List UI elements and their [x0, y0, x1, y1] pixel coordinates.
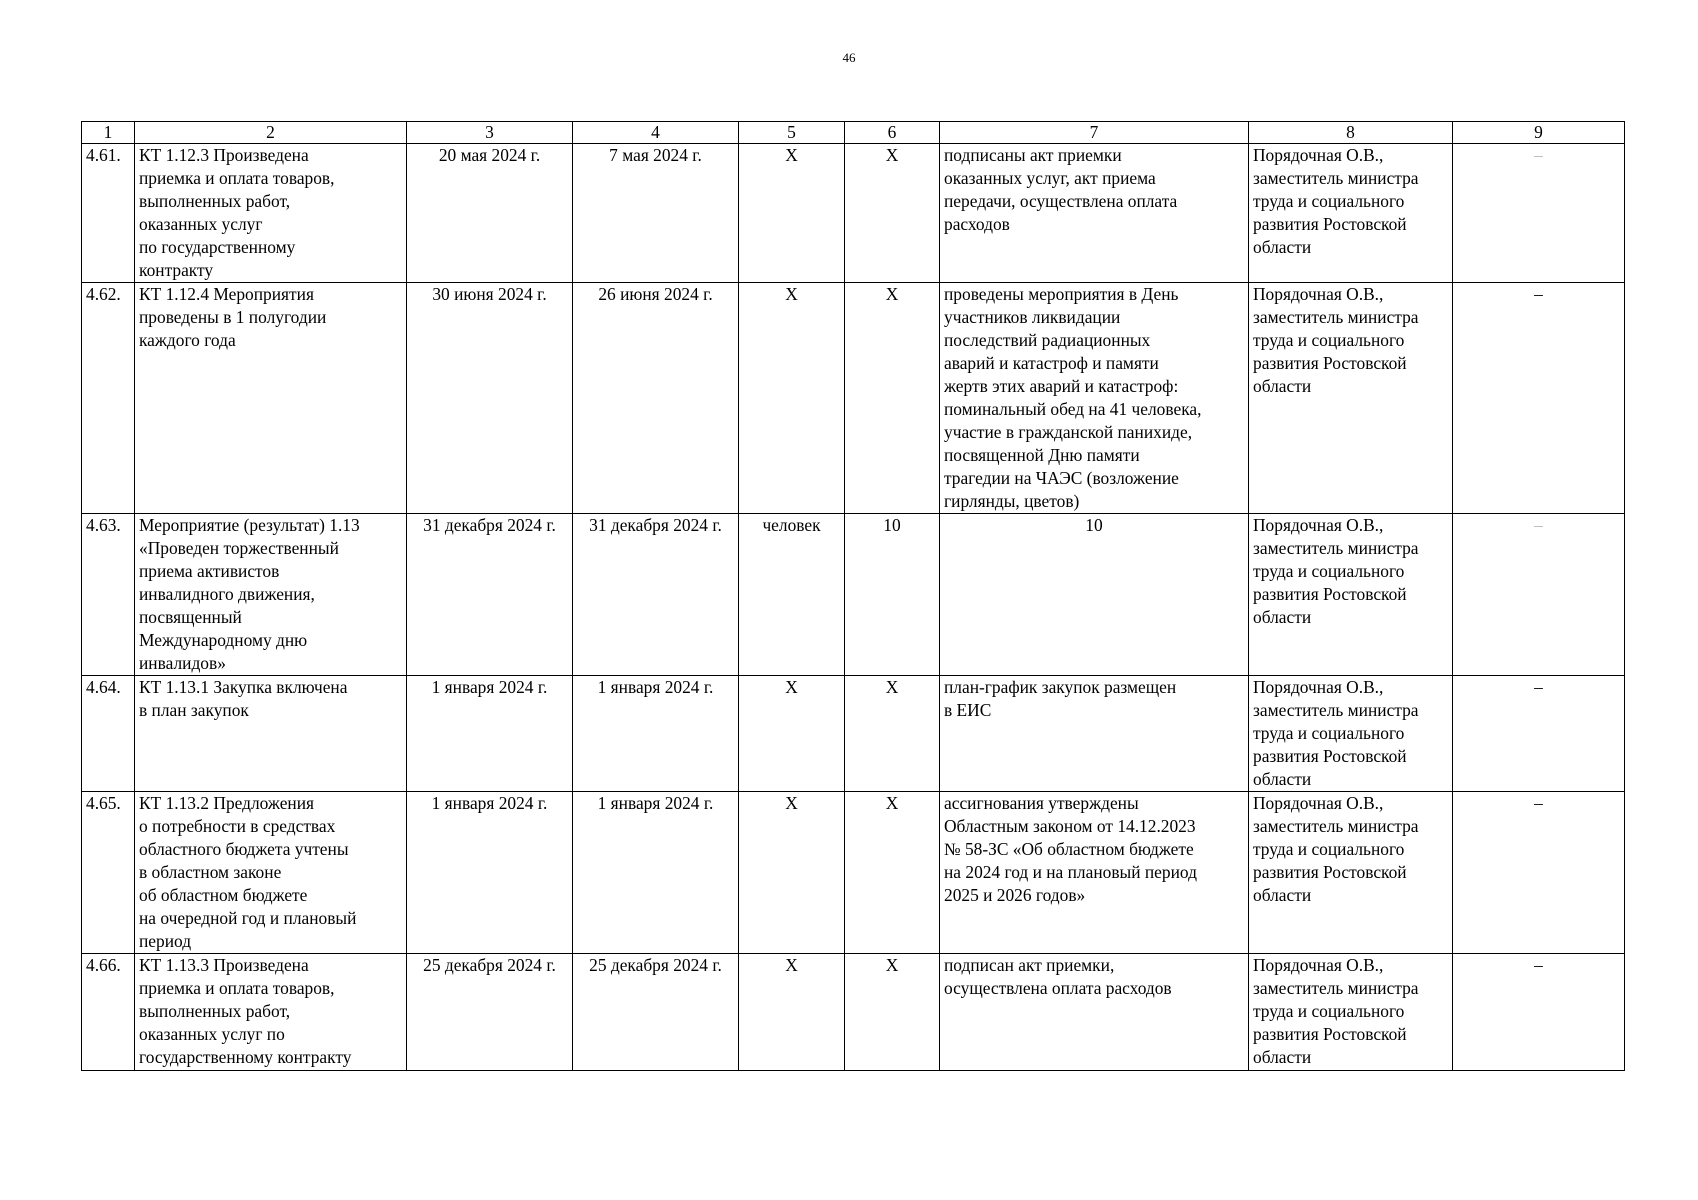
responsible-person: Порядочная О.В., заместитель министра труда и социального развития Ростовской области [1249, 792, 1453, 954]
planned-date: 30 июня 2024 г. [407, 283, 573, 514]
planned-date: 1 января 2024 г. [407, 792, 573, 954]
column-number: 4 [573, 122, 739, 144]
note [1453, 676, 1625, 792]
unit: Х [739, 144, 845, 283]
row-number: 4.61. [82, 144, 135, 283]
responsible-person: Порядочная О.В., заместитель министра труда и социального развития Ростовской области [1249, 283, 1453, 514]
event-name: КТ 1.13.2 Предложения о потребности в средствах областного бюджета учтены в областном законе об областном бюджете на очередной год и плановый период [135, 792, 407, 954]
event-name: КТ 1.13.3 Произведена приемка и оплата товаров, выполненных работ, оказанных услуг по государственному контракту [135, 954, 407, 1071]
result: ассигнования утверждены Областным законом от 14.12.2023 № 58-ЗС «Об областном бюджете на 2024 год и на плановый период 2025 и 2026 годов» [940, 792, 1249, 954]
column-number: 7 [940, 122, 1249, 144]
event-name: КТ 1.13.1 Закупка включена в план закупок [135, 676, 407, 792]
planned-value: Х [845, 144, 940, 283]
table-row [82, 144, 1625, 283]
column-number: 3 [407, 122, 573, 144]
result: подписан акт приемки, осуществлена оплата расходов [940, 954, 1249, 1071]
result: подписаны акт приемки оказанных услуг, акт приема передачи, осуществлена оплата расходов [940, 144, 1249, 283]
note-dash: – [1534, 145, 1543, 165]
row-number: 4.64. [82, 676, 135, 792]
row-number: 4.65. [82, 792, 135, 954]
responsible-person: Порядочная О.В., заместитель министра труда и социального развития Ростовской области [1249, 954, 1453, 1071]
planned-value: 10 [845, 514, 940, 676]
responsible-person: Порядочная О.В., заместитель министра труда и социального развития Ростовской области [1249, 676, 1453, 792]
planned-date: 31 декабря 2024 г. [407, 514, 573, 676]
note-dash: – [1534, 793, 1543, 813]
unit: человек [739, 514, 845, 676]
responsible-person: Порядочная О.В., заместитель министра труда и социального развития Ростовской области [1249, 144, 1453, 283]
planned-value: Х [845, 283, 940, 514]
page-number: 46 [842, 50, 856, 65]
note [1453, 792, 1625, 954]
actual-date: 31 декабря 2024 г. [573, 514, 739, 676]
actual-date: 1 января 2024 г. [573, 792, 739, 954]
planned-date: 20 мая 2024 г. [407, 144, 573, 283]
column-number: 6 [845, 122, 940, 144]
actual-date: 26 июня 2024 г. [573, 283, 739, 514]
note [1453, 514, 1625, 676]
note [1453, 954, 1625, 1071]
table-row [82, 792, 1625, 954]
note [1453, 144, 1625, 283]
note-dash: – [1534, 284, 1543, 304]
event-name: КТ 1.12.3 Произведена приемка и оплата товаров, выполненных работ, оказанных услуг по государственному контракту [135, 144, 407, 283]
row-number: 4.62. [82, 283, 135, 514]
column-number: 1 [82, 122, 135, 144]
unit: Х [739, 954, 845, 1071]
table-row [82, 283, 1625, 514]
column-number-row [82, 122, 1625, 144]
note [1453, 283, 1625, 514]
result: план-график закупок размещен в ЕИС [940, 676, 1249, 792]
table-row [82, 954, 1625, 1071]
actual-date: 7 мая 2024 г. [573, 144, 739, 283]
planned-value: Х [845, 676, 940, 792]
note-dash: – [1534, 955, 1543, 975]
note-dash: – [1534, 677, 1543, 697]
planned-date: 25 декабря 2024 г. [407, 954, 573, 1071]
planned-value: Х [845, 954, 940, 1071]
actual-date: 1 января 2024 г. [573, 676, 739, 792]
report-table [81, 121, 1625, 1071]
planned-date: 1 января 2024 г. [407, 676, 573, 792]
column-number: 8 [1249, 122, 1453, 144]
responsible-person: Порядочная О.В., заместитель министра труда и социального развития Ростовской области [1249, 514, 1453, 676]
unit: Х [739, 283, 845, 514]
column-number: 2 [135, 122, 407, 144]
row-number: 4.63. [82, 514, 135, 676]
note-dash: – [1534, 515, 1543, 535]
unit: Х [739, 792, 845, 954]
planned-value: Х [845, 792, 940, 954]
event-name: Мероприятие (результат) 1.13 «Проведен торжественный приема активистов инвалидного движения, посвященный Международному дню инвалидов» [135, 514, 407, 676]
row-number: 4.66. [82, 954, 135, 1071]
column-number: 9 [1453, 122, 1625, 144]
column-number: 5 [739, 122, 845, 144]
table-row [82, 676, 1625, 792]
result: 10 [940, 514, 1249, 676]
actual-date: 25 декабря 2024 г. [573, 954, 739, 1071]
event-name: КТ 1.12.4 Мероприятия проведены в 1 полугодии каждого года [135, 283, 407, 514]
unit: Х [739, 676, 845, 792]
result: проведены мероприятия в День участников ликвидации последствий радиационных аварий и катастроф и памяти жертв этих аварий и катастроф: поминальный обед на 41 человека, участие в гражданской панихиде, посвященной Дню памяти трагедии на ЧАЭС (возложение гирлянды, цветов) [940, 283, 1249, 514]
table-row [82, 514, 1625, 676]
